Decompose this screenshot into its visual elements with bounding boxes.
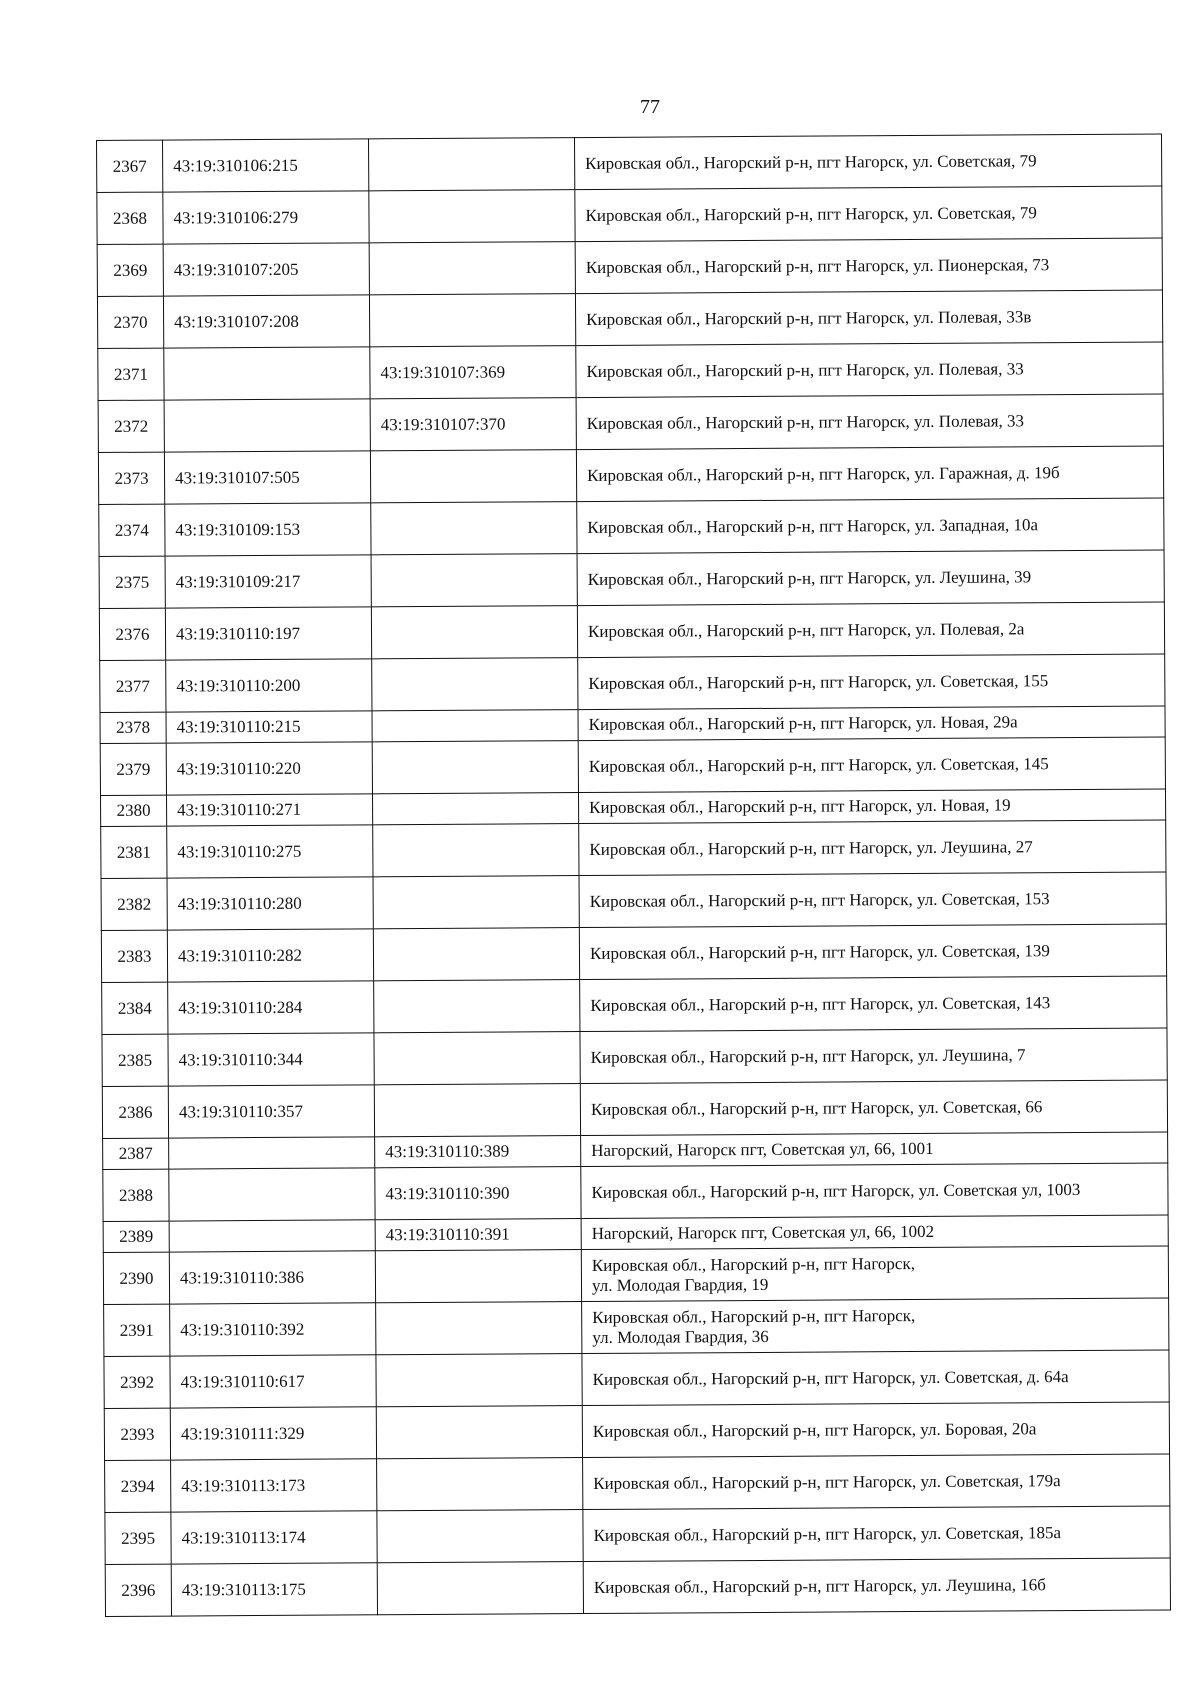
- address-line: Кировская обл., Нагорский р-н, пгт Нагорск, ул. Советская, 79: [585, 150, 1037, 173]
- address-line: Кировская обл., Нагорский р-н, пгт Нагорск, ул. Советская, 155: [588, 670, 1049, 693]
- cadastral-number-cell: [169, 1220, 375, 1252]
- address-cell: [582, 1350, 1169, 1406]
- table-row: [101, 872, 1166, 931]
- address-line: Кировская обл., Нагорский р-н, пгт Нагорск, ул. Советская, 139: [589, 940, 1050, 963]
- row-number-cell: 2389: [103, 1221, 169, 1252]
- building-cadastral-number-cell: [376, 1302, 582, 1355]
- address-cell: [583, 1454, 1170, 1510]
- building-cadastral-number-cell: [371, 606, 577, 659]
- table-row: [103, 1163, 1168, 1222]
- row-number-cell: 2394: [105, 1460, 171, 1512]
- address-line: Кировская обл., Нагорский р-н, пгт Нагорск, ул. Боровая, 20а: [592, 1418, 1037, 1441]
- row-number-cell: 2391: [104, 1304, 170, 1356]
- table-body: [97, 134, 1171, 1616]
- row-number-cell: 2374: [99, 504, 165, 556]
- address-line: Кировская обл., Нагорский р-н, пгт Нагорск,: [592, 1305, 916, 1327]
- row-number-cell: 2380: [101, 795, 167, 826]
- address-cell: [577, 602, 1164, 658]
- building-cadastral-number-cell: [369, 242, 575, 295]
- cadastral-number-cell: 43:19:310110:357: [168, 1085, 374, 1138]
- row-number-cell: 2385: [102, 1034, 168, 1086]
- address-cell: [578, 789, 1165, 824]
- address-cell: [583, 1558, 1170, 1614]
- address-cell: [580, 976, 1167, 1032]
- cadastral-number-cell: 43:19:310110:215: [166, 711, 372, 743]
- table-row: [97, 186, 1162, 245]
- cadastral-number-cell: [169, 1168, 375, 1221]
- building-cadastral-number-cell: [372, 741, 578, 794]
- table-row: [98, 342, 1163, 401]
- address-cell: [580, 1080, 1167, 1136]
- row-number-cell: 2396: [105, 1564, 171, 1616]
- table-row: [104, 1350, 1169, 1409]
- address-line: Нагорский, Нагорск пгт, Советская ул, 66, 1002: [591, 1222, 935, 1244]
- cadastral-number-cell: [169, 1137, 375, 1169]
- address-cell: [577, 550, 1164, 606]
- address-line: Кировская обл., Нагорский р-н, пгт Нагорск, ул. Полевая, 2а: [587, 619, 1025, 641]
- table-row: [102, 1080, 1167, 1139]
- table-row: [97, 290, 1162, 349]
- building-cadastral-number-cell: [372, 710, 578, 742]
- cadastral-number-cell: 43:19:310110:386: [169, 1251, 375, 1304]
- building-cadastral-number-cell: [374, 980, 580, 1033]
- address-line: Кировская обл., Нагорский р-н, пгт Нагорск, ул. Полевая, 33в: [586, 307, 1032, 329]
- building-cadastral-number-cell: [373, 876, 579, 929]
- cadastral-number-cell: 43:19:310110:344: [168, 1033, 374, 1086]
- row-number-cell: 2390: [103, 1252, 169, 1304]
- table-row: [105, 1506, 1170, 1565]
- table-row: [100, 737, 1165, 796]
- address-cell: [581, 1132, 1168, 1167]
- building-cadastral-number-cell: [370, 450, 576, 503]
- row-number-cell: 2382: [101, 878, 167, 930]
- address-cell: [582, 1402, 1169, 1458]
- address-cell: [581, 1215, 1168, 1250]
- building-cadastral-number-cell: [376, 1354, 582, 1407]
- row-number-cell: 2370: [97, 296, 163, 348]
- table-row: [99, 498, 1164, 557]
- address-cell: [576, 342, 1163, 398]
- cadastral-number-cell: 43:19:310110:197: [165, 607, 371, 660]
- building-cadastral-number-cell: [374, 1084, 580, 1137]
- cadastral-number-cell: [164, 347, 370, 400]
- cadastral-number-cell: 43:19:310111:329: [170, 1407, 376, 1460]
- building-cadastral-number-cell: [371, 554, 577, 607]
- address-cell: [579, 820, 1166, 876]
- cadastral-number-cell: 43:19:310110:275: [167, 825, 373, 878]
- address-line: Кировская обл., Нагорский р-н, пгт Нагорск, ул. Леушина, 39: [587, 567, 1032, 589]
- registry-table: [96, 133, 1171, 1616]
- building-cadastral-number-cell: [368, 138, 574, 191]
- building-cadastral-number-cell: [369, 190, 575, 243]
- address-line: Кировская обл., Нагорский р-н, пгт Нагорск, ул. Советская, 66: [590, 1096, 1043, 1119]
- row-number-cell: 2379: [100, 743, 166, 795]
- address-line: Кировская обл., Нагорский р-н, пгт Нагорск, ул. Советская, 143: [590, 992, 1051, 1015]
- address-cell: [576, 394, 1163, 450]
- address-cell: [575, 186, 1162, 242]
- building-cadastral-number-cell: 43:19:310110:390: [375, 1167, 581, 1220]
- table-row: [101, 820, 1166, 879]
- cadastral-number-cell: 43:19:310110:271: [167, 794, 373, 826]
- row-number-cell: 2373: [98, 452, 164, 504]
- cadastral-number-cell: 43:19:310113:174: [171, 1511, 377, 1564]
- address-cell: [580, 1028, 1167, 1084]
- row-number-cell: 2388: [103, 1169, 169, 1221]
- building-cadastral-number-cell: 43:19:310107:370: [370, 398, 576, 451]
- building-cadastral-number-cell: 43:19:310110:389: [375, 1136, 581, 1168]
- cadastral-number-cell: 43:19:310110:282: [167, 929, 373, 982]
- table-row: [99, 602, 1164, 661]
- building-cadastral-number-cell: [372, 793, 578, 825]
- table-row: [98, 394, 1163, 453]
- table-row: [99, 550, 1164, 609]
- cadastral-number-cell: 43:19:310110:284: [168, 981, 374, 1034]
- table-row: [103, 1246, 1168, 1305]
- building-cadastral-number-cell: [372, 658, 578, 711]
- table-row: [97, 134, 1162, 193]
- row-number-cell: 2368: [97, 192, 163, 244]
- address-line: Кировская обл., Нагорский р-н, пгт Нагорск, ул. Западная, 10а: [587, 514, 1039, 537]
- table-row: [105, 1558, 1170, 1617]
- row-number-cell: 2375: [99, 556, 165, 608]
- address-line: Кировская обл., Нагорский р-н, пгт Нагорск, ул. Полевая, 33: [586, 359, 1024, 381]
- building-cadastral-number-cell: [377, 1562, 583, 1615]
- address-cell: [578, 737, 1165, 793]
- address-cell: [581, 1246, 1168, 1302]
- address-line: Кировская обл., Нагорский р-н, пгт Нагорск, ул. Советская, д. 64а: [592, 1366, 1069, 1389]
- cadastral-number-cell: 43:19:310110:392: [170, 1303, 376, 1356]
- building-cadastral-number-cell: [375, 1250, 581, 1303]
- address-line: Нагорский, Нагорск пгт, Советская ул, 66, 1001: [591, 1139, 934, 1161]
- address-line: Кировская обл., Нагорский р-н, пгт Нагорск, ул. Советская, 145: [588, 753, 1049, 776]
- row-number-cell: 2371: [98, 348, 164, 400]
- cadastral-number-cell: 43:19:310106:215: [163, 139, 369, 192]
- address-line: Кировская обл., Нагорский р-н, пгт Нагорск, ул. Советская, 179а: [593, 1470, 1061, 1493]
- row-number-cell: 2367: [97, 140, 163, 192]
- address-cell: [578, 654, 1165, 710]
- table-row: [105, 1454, 1170, 1513]
- address-line: Кировская обл., Нагорский р-н, пгт Нагорск, ул. Советская, 79: [585, 202, 1037, 225]
- cadastral-number-cell: [164, 399, 370, 452]
- table-row: [100, 654, 1165, 713]
- address-cell: [581, 1163, 1168, 1219]
- address-line: Кировская обл., Нагорский р-н, пгт Нагорск, ул. Новая, 29а: [588, 712, 1018, 735]
- cadastral-number-cell: 43:19:310109:153: [165, 503, 371, 556]
- row-number-cell: 2386: [102, 1086, 168, 1138]
- row-number-cell: 2381: [101, 826, 167, 878]
- row-number-cell: 2387: [103, 1138, 169, 1169]
- table-row: [98, 446, 1163, 505]
- table-row: [97, 238, 1162, 297]
- table-row: [104, 1298, 1169, 1357]
- building-cadastral-number-cell: 43:19:310107:369: [370, 346, 576, 399]
- building-cadastral-number-cell: [376, 1406, 582, 1459]
- cadastral-number-cell: 43:19:310110:617: [170, 1355, 376, 1408]
- address-line: Кировская обл., Нагорский р-н, пгт Нагорск, ул. Пионерская, 73: [585, 254, 1050, 277]
- cadastral-number-cell: 43:19:310113:173: [171, 1459, 377, 1512]
- table-row: [102, 976, 1167, 1035]
- address-line: Кировская обл., Нагорский р-н, пгт Нагорск, ул. Леушина, 27: [589, 837, 1033, 859]
- row-number-cell: 2378: [100, 712, 166, 743]
- building-cadastral-number-cell: [373, 824, 579, 877]
- cadastral-number-cell: 43:19:310110:220: [166, 742, 372, 795]
- building-cadastral-number-cell: 43:19:310110:391: [375, 1219, 581, 1251]
- table-row: [104, 1402, 1169, 1461]
- row-number-cell: 2393: [104, 1408, 170, 1460]
- address-cell: [577, 498, 1164, 554]
- table-row: [102, 1028, 1167, 1087]
- building-cadastral-number-cell: [369, 294, 575, 347]
- address-line: Кировская обл., Нагорский р-н, пгт Нагорск, ул. Полевая, 33: [586, 411, 1025, 433]
- address-cell: [574, 134, 1161, 190]
- address-line: Кировская обл., Нагорский р-н, пгт Нагорск, ул. Гаражная, д. 19б: [586, 462, 1060, 485]
- address-line: Кировская обл., Нагорский р-н, пгт Нагорск, ул. Леушина, 16б: [593, 1574, 1046, 1597]
- address-cell: [575, 238, 1162, 294]
- row-number-cell: 2383: [101, 930, 167, 982]
- cadastral-number-cell: 43:19:310109:217: [165, 555, 371, 608]
- cadastral-number-cell: 43:19:310107:205: [163, 243, 369, 296]
- row-number-cell: 2372: [98, 400, 164, 452]
- address-line: ул. Молодая Гвардия, 19: [591, 1274, 769, 1295]
- cadastral-number-cell: 43:19:310110:200: [166, 659, 372, 712]
- table-row: [101, 924, 1166, 983]
- address-line: Кировская обл., Нагорский р-н, пгт Нагорск, ул. Новая, 19: [589, 795, 1011, 818]
- building-cadastral-number-cell: [377, 1458, 583, 1511]
- page-number: 77: [640, 96, 660, 118]
- address-cell: [579, 872, 1166, 928]
- address-cell: [575, 290, 1162, 346]
- row-number-cell: 2376: [99, 608, 165, 660]
- address-line: Кировская обл., Нагорский р-н, пгт Нагорск, ул. Советская, 153: [589, 888, 1050, 911]
- row-number-cell: 2395: [105, 1512, 171, 1564]
- address-line: Кировская обл., Нагорский р-н, пгт Нагорск, ул. Советская, 185а: [593, 1522, 1062, 1545]
- address-cell: [582, 1298, 1169, 1354]
- building-cadastral-number-cell: [373, 928, 579, 981]
- cadastral-number-cell: 43:19:310107:505: [164, 451, 370, 504]
- cadastral-number-cell: 43:19:310106:279: [163, 191, 369, 244]
- address-line: ул. Молодая Гвардия, 36: [592, 1326, 769, 1347]
- building-cadastral-number-cell: [371, 502, 577, 555]
- building-cadastral-number-cell: [374, 1032, 580, 1085]
- row-number-cell: 2369: [97, 244, 163, 296]
- cadastral-number-cell: 43:19:310107:208: [163, 295, 369, 348]
- building-cadastral-number-cell: [377, 1510, 583, 1563]
- address-line: Кировская обл., Нагорский р-н, пгт Нагорск,: [591, 1253, 915, 1275]
- address-line: Кировская обл., Нагорский р-н, пгт Нагорск, ул. Леушина, 7: [590, 1045, 1026, 1067]
- cadastral-number-cell: 43:19:310110:280: [167, 877, 373, 930]
- address-line: Кировская обл., Нагорский р-н, пгт Нагорск, ул. Советская ул, 1003: [591, 1179, 1081, 1202]
- cadastral-number-cell: 43:19:310113:175: [171, 1563, 377, 1616]
- row-number-cell: 2392: [104, 1356, 170, 1408]
- address-cell: [576, 446, 1163, 502]
- address-cell: [578, 706, 1165, 741]
- address-cell: [583, 1506, 1170, 1562]
- address-cell: [579, 924, 1166, 980]
- row-number-cell: 2384: [102, 982, 168, 1034]
- row-number-cell: 2377: [100, 660, 166, 712]
